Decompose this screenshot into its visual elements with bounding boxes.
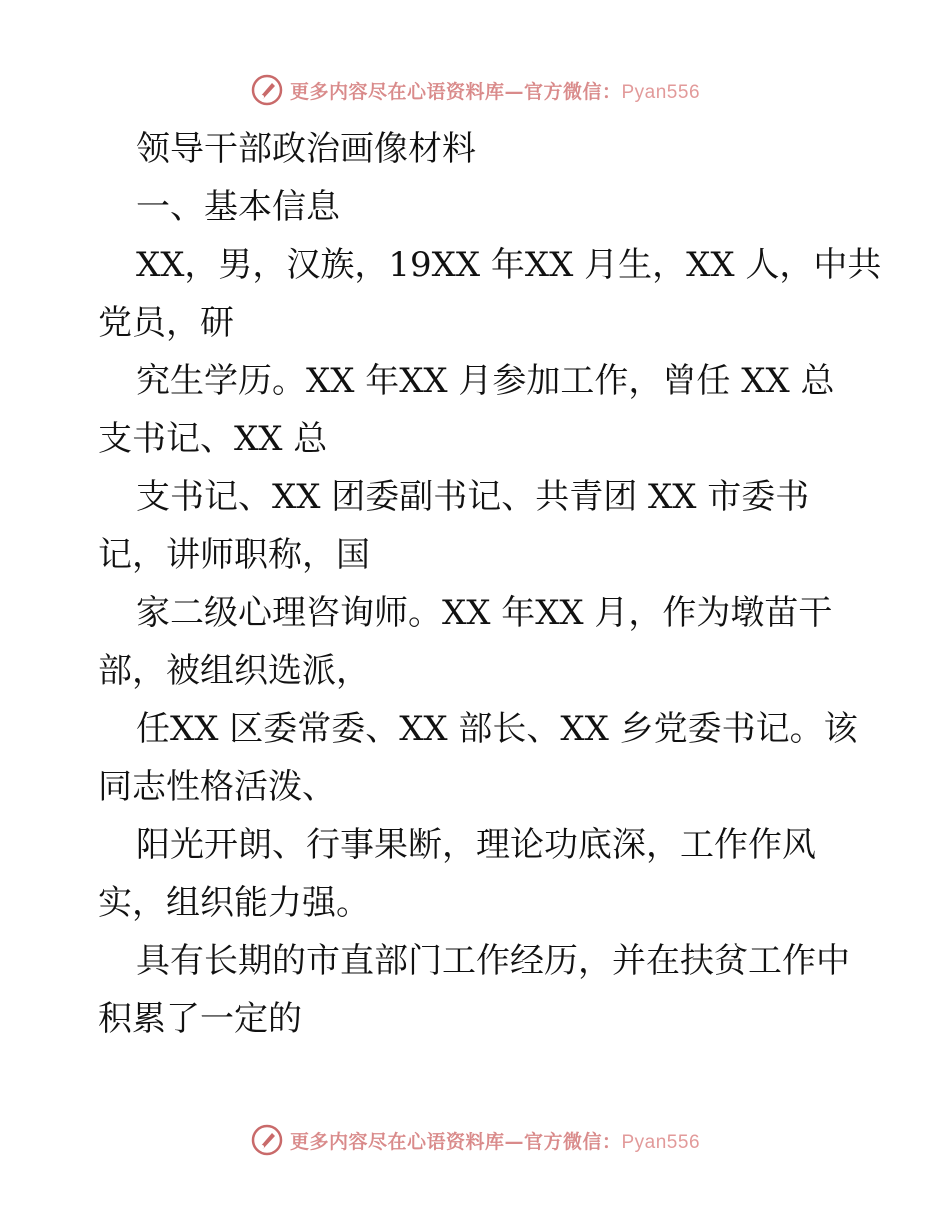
pen-nib-logo-icon xyxy=(250,73,284,107)
section-heading: 一、基本信息 xyxy=(136,187,340,227)
watermark-banner-bottom xyxy=(0,1120,950,1160)
body-line: 同志性格活泼、 xyxy=(98,767,336,807)
body-text xyxy=(98,236,882,1048)
watermark-text: 更多内容尽在心语资料库—官方微信：Pyan556 xyxy=(289,1130,701,1153)
body-line: 具有长期的市直部门工作经历，并在扶贫工作中 xyxy=(136,941,850,981)
body-line: 部，被组织选派， xyxy=(98,651,370,691)
pen-nib-logo-icon xyxy=(250,1123,284,1157)
body-line: XX，男，汉族，19XX 年XX 月生，XX 人，中共 xyxy=(136,245,882,285)
watermark-wechat-id: Pyan556 xyxy=(621,81,701,103)
body-line: 任XX 区委常委、XX 部长、XX 乡党委书记。该 xyxy=(136,709,858,749)
body-line: 家二级心理咨询师。XX 年XX 月，作为墩苗干 xyxy=(136,593,833,633)
body-line: 支书记、XX 总 xyxy=(98,419,328,459)
watermark-wechat-id: Pyan556 xyxy=(621,1131,701,1153)
body-line: 阳光开朗、行事果断，理论功底深，工作作风 xyxy=(136,825,816,865)
document-title: 领导干部政治画像材料 xyxy=(136,129,476,169)
watermark-banner-top xyxy=(0,70,950,110)
body-line: 支书记、XX 团委副书记、共青团 XX 市委书 xyxy=(136,477,810,517)
body-line: 究生学历。XX 年XX 月参加工作，曾任 XX 总 xyxy=(136,361,835,401)
watermark-text: 更多内容尽在心语资料库—官方微信：Pyan556 xyxy=(289,80,701,103)
document-body xyxy=(98,120,882,1048)
body-line: 积累了一定的 xyxy=(98,999,302,1039)
body-line: 党员，研 xyxy=(98,303,234,343)
body-line: 实，组织能力强。 xyxy=(98,883,370,923)
body-line: 记，讲师职称，国 xyxy=(98,535,370,575)
